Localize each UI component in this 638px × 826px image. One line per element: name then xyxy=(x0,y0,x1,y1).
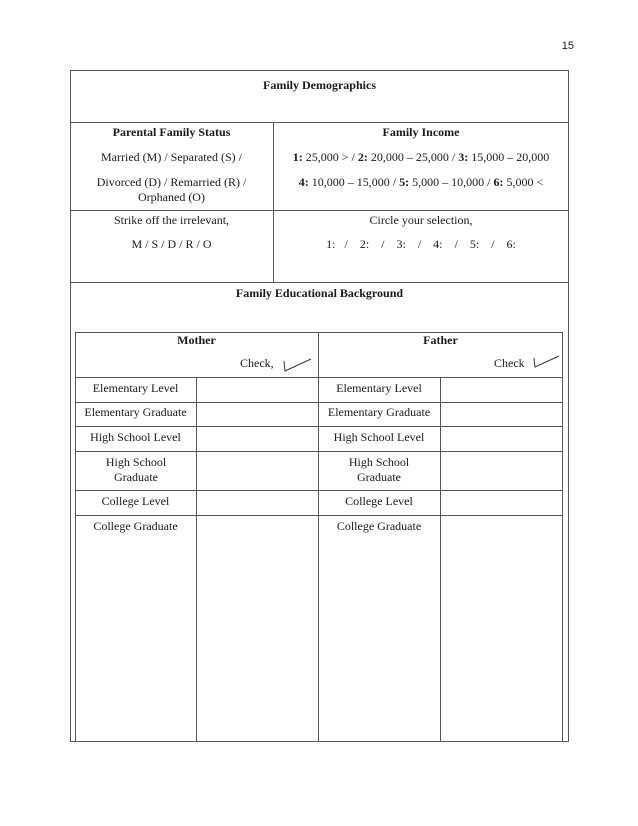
mother-check-cell[interactable] xyxy=(197,378,317,401)
mother-check-cell[interactable] xyxy=(197,516,317,741)
parental-status-heading: Parental Family Status xyxy=(112,125,231,139)
father-check-cell[interactable] xyxy=(441,427,562,450)
father-check-cell[interactable] xyxy=(441,491,562,514)
mother-level-label: College Level xyxy=(101,494,170,508)
family-education-heading: Family Educational Background xyxy=(235,286,404,300)
divider xyxy=(70,282,569,283)
mother-check-cell[interactable] xyxy=(197,403,317,425)
page-number: 15 xyxy=(561,40,574,52)
family-income-line-1: 1: 25,000 > / 2: 20,000 – 25,000 / 3: 15,000 – 20,000 xyxy=(292,150,550,164)
mother-level-label: Elementary Graduate xyxy=(84,405,187,419)
father-check-cell[interactable] xyxy=(441,403,562,425)
mother-level-label: Elementary Level xyxy=(92,381,179,395)
mother-check-label: Check, xyxy=(240,356,274,370)
mother-level-label: College Graduate xyxy=(93,519,178,533)
divider xyxy=(70,210,569,211)
check-icon xyxy=(532,355,560,369)
father-level-label: Elementary Graduate xyxy=(327,405,431,419)
family-income-line-2: 4: 10,000 – 15,000 / 5: 5,000 – 10,000 / 6: 5,000 < xyxy=(298,175,544,189)
mother-check-cell[interactable] xyxy=(197,491,317,514)
family-income-heading: Family Income xyxy=(382,125,460,139)
father-level-label: High School Level xyxy=(333,430,425,444)
mother-heading: Mother xyxy=(177,333,216,347)
divider xyxy=(273,122,274,282)
family-demographics-heading: Family Demographics xyxy=(263,78,376,92)
parental-status-line: Married (M) / Separated (S) / xyxy=(101,150,242,164)
mother-check-cell[interactable] xyxy=(197,452,317,489)
check-icon xyxy=(282,358,312,372)
income-options[interactable]: 1: / 2: / 3: / 4: / 5: / 6: xyxy=(326,237,516,251)
father-level-label: Elementary Level xyxy=(336,381,422,395)
father-heading: Father xyxy=(423,333,458,347)
parental-status-line: Orphaned (O) xyxy=(138,190,205,204)
divider xyxy=(70,122,569,123)
father-check-label: Check xyxy=(494,356,525,370)
father-check-cell[interactable] xyxy=(441,378,562,401)
circle-instruction: Circle your selection, xyxy=(369,213,473,227)
mother-level-label: High School Graduate xyxy=(105,455,167,484)
strike-instruction: Strike off the irrelevant, xyxy=(113,213,230,227)
mother-level-label: High School Level xyxy=(90,430,181,444)
father-check-cell[interactable] xyxy=(441,452,562,489)
father-check-cell[interactable] xyxy=(441,516,562,741)
father-level-label: High School Graduate xyxy=(348,455,410,484)
mother-check-cell[interactable] xyxy=(197,427,317,450)
father-level-label: College Level xyxy=(345,494,413,508)
father-level-label: College Graduate xyxy=(336,519,422,533)
status-options[interactable]: M / S / D / R / O xyxy=(131,237,212,251)
parental-status-line: Divorced (D) / Remarried (R) / xyxy=(96,175,247,189)
